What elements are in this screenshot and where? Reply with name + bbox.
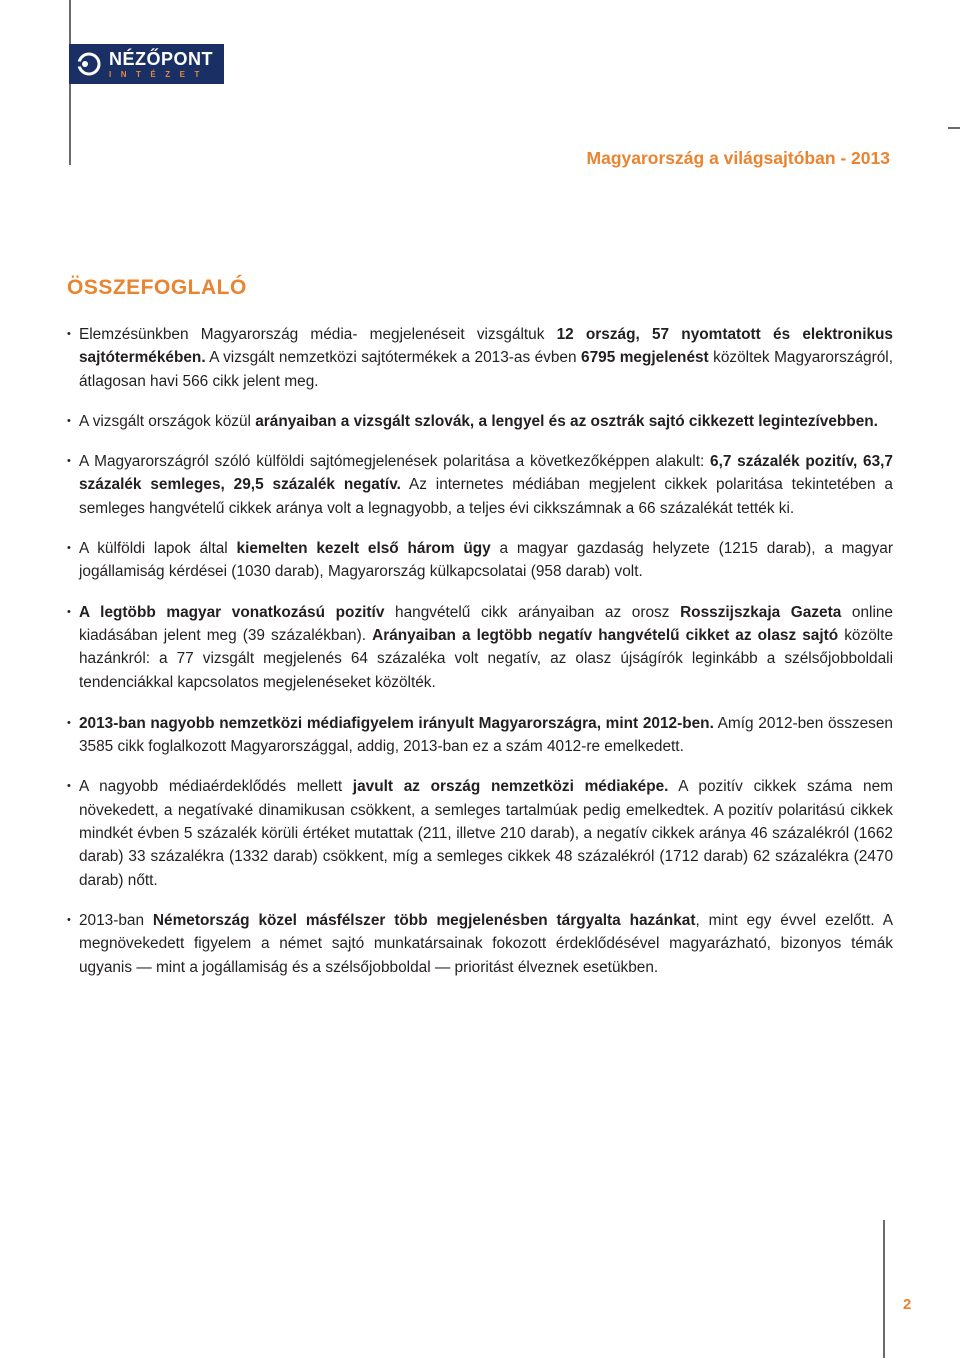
bullet-text: 2013-ban — [79, 911, 153, 929]
nezopont-logo — [69, 44, 224, 84]
bottom-right-rule — [883, 1220, 885, 1358]
summary-bullet — [67, 712, 893, 759]
bullet-bold-text: 12 ország, 57 nyomtatott és elektronikus sajtótermékében. — [79, 326, 893, 367]
summary-bullet — [67, 775, 893, 891]
bullet-text: A pozitív cikkek száma nem növekedett, a negatívaké dinamikusan csökkent, a semleges tartalmúak pedig emelkedtek. A pozitív polaritású cikkek mindkét évben 5 százalék körüli értéket mutattak (211, illetve 210 darab), a negatív cikkek aránya 46 százalékról (1662 darab) 33 százalékra (1332 darab) csökkent, míg a semleges cikkek 48 százalékról (1712 darab) 62 százalékra (2470 darab) nőtt. — [79, 778, 893, 889]
summary-bullet — [67, 323, 893, 393]
bullet-text: online kiadásában jelent meg (39 százalékban). — [79, 603, 893, 644]
summary-bullet — [67, 410, 893, 433]
bullet-text: közölte hazánkról: a 77 vizsgált megjelenés 64 százaléka volt negatív, az olasz újságírók leginkább a szélsőjobboldali tendenciákkal kapcsolatos megjelenéseket közölték. — [79, 626, 894, 691]
eye-logo-icon — [69, 44, 109, 84]
bullet-bold-text: arányaiban a vizsgált szlovák, a lengyel és az osztrák sajtó cikkezett legintezívebben. — [255, 412, 878, 430]
bullet-bold-text: Arányaiban a legtöbb negatív hangvételű cikket az olasz sajtó — [372, 626, 839, 644]
bullet-bold-text: kiemelten kezelt első három ügy — [236, 540, 491, 558]
document-title: Magyarország a világsajtóban - 2013 — [586, 148, 890, 168]
section-title: ÖSSZEFOGLALÓ — [67, 276, 247, 299]
summary-bullet — [67, 450, 893, 520]
bullet-bold-text: 6795 megjelenést — [581, 349, 709, 367]
bullet-text: A vizsgált országok közül — [79, 412, 256, 430]
summary-list — [67, 323, 893, 979]
bullet-text: hangvételű cikk arányaiban az orosz — [384, 603, 681, 621]
bullet-text: Az internetes médiában megjelent cikkek polaritása tekintetében a semleges hangvételű cikkek aránya volt a legnagyobb, a teljes évi cikkszámnak a 66 százalékát tették ki. — [79, 476, 893, 517]
summary-bullet — [67, 601, 893, 694]
bullet-text: A Magyarországról szóló külföldi sajtómegjelenések polaritása a következőképpen alakult: — [79, 453, 711, 471]
bullet-text: a magyar gazdaság helyzete (1215 darab), a magyar jogállamiság kérdései (1030 darab), Magyarország külkapcsolatai (958 darab) volt. — [79, 540, 893, 581]
logo-subtitle: INTÉZET — [109, 69, 209, 79]
bullet-text: , mint egy évvel ezelőtt. A megnövekedett figyelem a német sajtó munkatársainak fokozott érdeklődésével magyarázható, bizonyos témák ugyanis — mint a jogállamiság és a szélsőjobboldal — prioritást élveznek esetükben. — [79, 911, 893, 976]
bullet-text: Amíg 2012-ben összesen 3585 cikk foglalkozott Magyarországgal, addig, 2013-ban ez a szám 4012-re emelkedett. — [79, 714, 893, 756]
bullet-text: A nagyobb médiaérdeklődés mellett — [79, 778, 353, 796]
bullet-bold-text: Rosszijszkaja Gazeta — [680, 603, 842, 621]
summary-bullet — [67, 909, 893, 979]
summary-bullet — [67, 537, 893, 584]
bullet-text: A vizsgált nemzetközi sajtótermékek a 2013-as évben — [205, 349, 582, 367]
bullet-text: közöltek Magyarországról, átlagosan havi 566 cikk jelent meg. — [79, 349, 893, 390]
bullet-bold-text: javult az ország nemzetközi médiaképe. — [352, 778, 669, 796]
top-right-rule — [948, 127, 960, 129]
bullet-text: A külföldi lapok által — [79, 540, 237, 558]
page-number: 2 — [903, 1296, 912, 1313]
bullet-bold-text: Németország közel másfélszer több megjelenésben tárgyalta hazánkat — [152, 911, 696, 929]
bullet-text: Elemzésünkben Magyarország média- megjelenéseit vizsgáltuk — [79, 326, 557, 343]
logo-name: NÉZŐPONT — [109, 48, 214, 69]
bullet-bold-text: 2013-ban nagyobb nemzetközi médiafigyelem irányult Magyarországra, mint 2012-ben. — [79, 714, 714, 732]
bullet-bold-text: A legtöbb magyar vonatkozású pozitív — [79, 603, 385, 621]
bullet-bold-text: 6,7 százalék pozitív, 63,7 százalék semleges, 29,5 százalék negatív. — [79, 453, 893, 494]
